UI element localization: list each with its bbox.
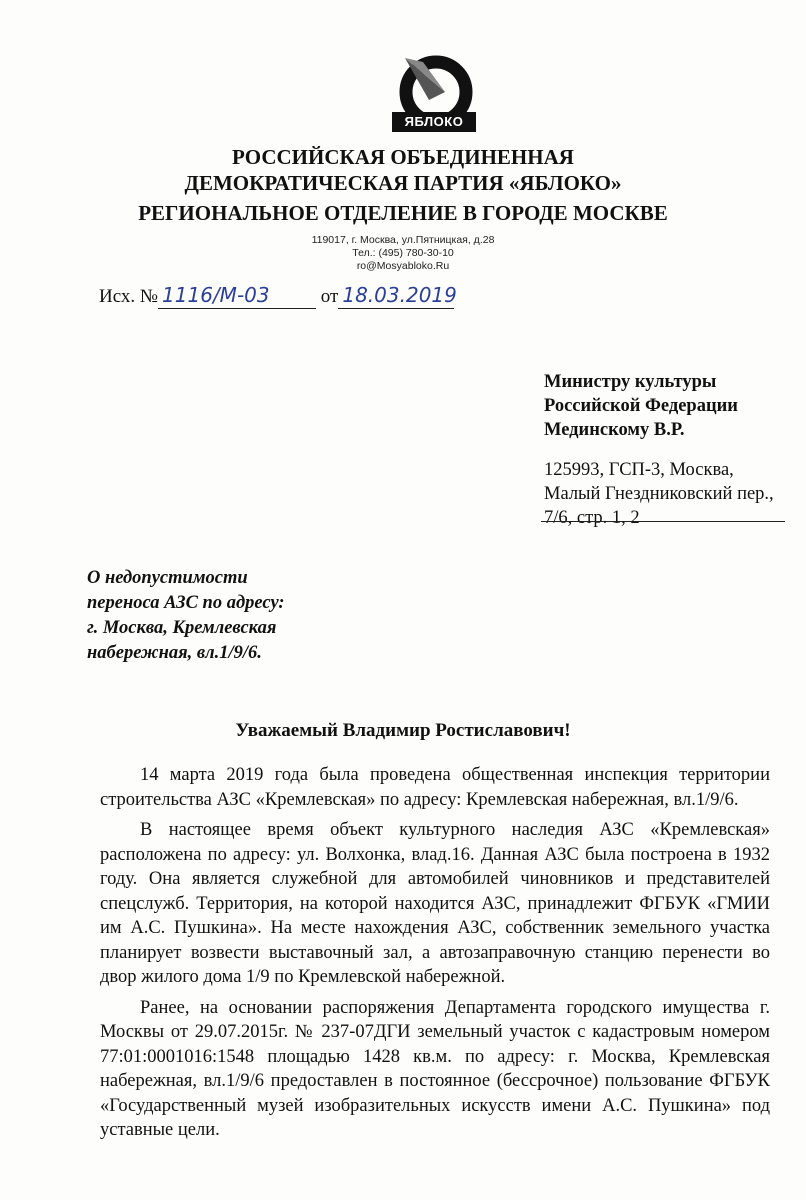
subject-line1: О недопустимости [87,568,248,588]
date-label: от [320,286,339,307]
addressee-block [544,370,738,442]
subject-line3: г. Москва, Кремлевская [87,618,277,638]
logo-text: ЯБЛОКО [392,112,476,132]
addressee-line1: Министру культуры [544,372,717,392]
party-name-line2: ДЕМОКРАТИЧЕСКАЯ ПАРТИЯ «ЯБЛОКО» [184,171,622,195]
address-underline [541,521,785,522]
body-paragraph-3: Ранее, на основании распоряжения Департамента городского имущества г. Москвы от 29.07.2015г. № 237-07ДГИ земельный участок с кадастровым номером 77:01:0001016:1548 площадью 1428 кв.м. по адресу: г. Москва, Кремлевская набережная, вл.1/9/6 предоставлен в постоянное (бессрочное) пользование ФГБУК «Государственный музей изобразительных искусств имени А.С. Пушкина» под уставные цели. [100,997,770,1140]
outgoing-reference [99,282,457,310]
greeting: Уважаемый Владимир Ростиславович! [235,720,571,741]
subject-line4: набережная, вл.1/9/6. [87,643,262,663]
letter-body [100,763,770,1149]
addressee-address [544,458,774,530]
body-paragraph-1: 14 марта 2019 года была проведена общественная инспекция территории строительства АЗС «Кремлевская» по адресу: Кремлевская набережная, вл.1/9/6. [100,765,770,810]
addressee-address-line3: 7/6, стр. 1, 2 [544,508,640,528]
branch-name: РЕГИОНАЛЬНОЕ ОТДЕЛЕНИЕ В ГОРОДЕ МОСКВЕ [138,201,668,225]
contact-phone: Тел.: (495) 780-30-10 [352,247,454,259]
addressee-address-line1: 125993, ГСП-3, Москва, [544,460,734,480]
outgoing-date: 18.03.2019 [338,282,454,309]
contact-address: 119017, г. Москва, ул.Пятницкая, д.28 [311,234,495,246]
party-name [0,144,806,196]
contact-email: ro@Mosyabloko.Ru [356,260,450,272]
addressee-address-line2: Малый Гнездниковский пер., [544,484,774,504]
contacts-block [0,234,806,273]
subject-block [87,566,285,666]
body-paragraph-2: В настоящее время объект культурного наследия АЗС «Кремлевская» расположена по адресу: ул. Волхонка, влад.16. Данная АЗС была построена в 1932 году. Она является служебной для автомобилей чиновников и представителей спецслужб. Территория, на которой находится АЗС, принадлежит ФГБУК «ГМИИ им А.С. Пушкина». На месте нахождения АЗС, собственник земельного участка планирует возвести выставочный зал, а автозаправочную станцию перенести во двор жилого дома 1/9 по Кремлевской набережной. [100,820,770,987]
addressee-line2: Российской Федерации [544,396,738,416]
outgoing-label: Исх. № [99,286,159,307]
outgoing-number: 1116/М-03 [158,282,316,309]
subject-line2: переноса АЗС по адресу: [87,593,285,613]
addressee-line3: Мединскому В.Р. [544,420,685,440]
party-name-line1: РОССИЙСКАЯ ОБЪЕДИНЕННАЯ [232,145,574,169]
